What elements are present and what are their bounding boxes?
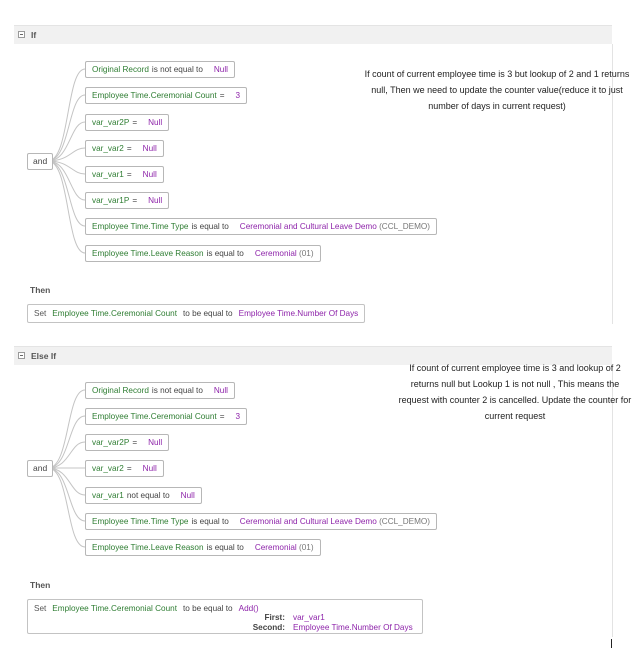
condition-operator: = — [132, 196, 138, 205]
condition-operator: = — [126, 464, 132, 473]
condition-field: Employee Time.Leave Reason — [92, 249, 204, 258]
condition-code: (01) — [299, 249, 314, 258]
condition-operator: = — [219, 412, 225, 421]
condition-field: Employee Time.Ceremonial Count — [92, 91, 217, 100]
elseif-condition-7[interactable] — [85, 539, 321, 556]
condition-operator: is equal to — [191, 517, 229, 526]
if-condition-8[interactable] — [85, 245, 321, 262]
if-section-title: If — [31, 30, 37, 40]
condition-field: Employee Time.Leave Reason — [92, 543, 204, 552]
elseif-condition-6[interactable] — [85, 513, 437, 530]
if-condition-4[interactable] — [85, 140, 164, 157]
condition-field: var_var2P — [92, 118, 130, 127]
condition-value: Ceremonial — [254, 249, 297, 258]
condition-operator: not equal to — [126, 491, 170, 500]
condition-field: var_var2P — [92, 438, 130, 447]
if-annotation-note: If count of current employee time is 3 but lookup of 2 and 1 returns null, Then we need to update the counter value(reduce it to just number of days in current request) — [364, 69, 630, 111]
condition-field: var_var1 — [92, 491, 124, 500]
condition-field: var_var1P — [92, 196, 130, 205]
elseif-condition-3[interactable] — [85, 434, 169, 451]
action-value: Employee Time.Number Of Days — [238, 309, 359, 318]
condition-value: Ceremonial and Cultural Leave Demo — [239, 222, 377, 231]
action-keyword: Set — [34, 604, 47, 613]
action-operator: to be equal to — [182, 309, 233, 318]
if-condition-7[interactable] — [85, 218, 437, 235]
if-then-action[interactable] — [27, 304, 365, 323]
condition-field: var_var1 — [92, 170, 124, 179]
condition-operator: = — [126, 144, 132, 153]
condition-field: Original Record — [92, 386, 149, 395]
action-function: Add() — [238, 604, 259, 613]
elseif-section-title: Else If — [31, 351, 57, 361]
if-then-label: Then — [30, 285, 51, 295]
condition-value: Ceremonial and Cultural Leave Demo — [239, 517, 377, 526]
condition-code: (01) — [299, 543, 314, 552]
condition-value: Null — [142, 170, 157, 179]
action-field: Employee Time.Ceremonial Count — [52, 604, 177, 613]
first-arg-value: var_var1 — [293, 613, 325, 622]
condition-value: Null — [142, 144, 157, 153]
if-condition-2[interactable] — [85, 87, 247, 104]
condition-value: Null — [148, 196, 163, 205]
condition-operator: is not equal to — [151, 65, 203, 74]
elseif-condition-1[interactable] — [85, 382, 235, 399]
second-arg-value: Employee Time.Number Of Days — [293, 623, 413, 632]
condition-value: Null — [180, 491, 195, 500]
if-condition-6[interactable] — [85, 192, 169, 209]
condition-code: (CCL_DEMO) — [379, 517, 431, 526]
condition-operator: is equal to — [206, 543, 244, 552]
action-keyword: Set — [34, 309, 47, 318]
if-logic-operator[interactable]: and — [27, 153, 53, 170]
condition-field: Employee Time.Ceremonial Count — [92, 412, 217, 421]
action-field: Employee Time.Ceremonial Count — [52, 309, 177, 318]
condition-field: Employee Time.Time Type — [92, 517, 189, 526]
condition-operator: is not equal to — [151, 386, 203, 395]
condition-code: (CCL_DEMO) — [379, 222, 431, 231]
condition-value: Null — [213, 386, 228, 395]
condition-value: Null — [148, 118, 163, 127]
if-condition-5[interactable] — [85, 166, 164, 183]
condition-value: 3 — [235, 412, 241, 421]
condition-operator: = — [132, 438, 138, 447]
condition-operator: = — [126, 170, 132, 179]
condition-operator: is equal to — [191, 222, 229, 231]
condition-operator: is equal to — [206, 249, 244, 258]
condition-operator: = — [219, 91, 225, 100]
collapse-toggle-icon[interactable] — [18, 352, 25, 359]
condition-field: Original Record — [92, 65, 149, 74]
condition-field: Employee Time.Time Type — [92, 222, 189, 231]
condition-field: var_var2 — [92, 144, 124, 153]
elseif-annotation-note: If count of current employee time is 3 and lookup of 2 returns null but Lookup 1 is not null , This means the request with counter 2 is cancelled. Update the counter for current request — [398, 363, 632, 421]
elseif-condition-2[interactable] — [85, 408, 247, 425]
first-arg-label: First: — [264, 613, 285, 622]
condition-field: var_var2 — [92, 464, 124, 473]
elseif-logic-operator[interactable]: and — [27, 460, 53, 477]
condition-value: Ceremonial — [254, 543, 297, 552]
condition-operator: = — [132, 118, 138, 127]
condition-value: Null — [142, 464, 157, 473]
elseif-condition-5[interactable] — [85, 487, 202, 504]
condition-value: Null — [148, 438, 163, 447]
text-cursor — [611, 639, 612, 648]
elseif-then-label: Then — [30, 580, 51, 590]
condition-value: Null — [213, 65, 228, 74]
if-condition-1[interactable] — [85, 61, 235, 78]
elseif-condition-4[interactable] — [85, 460, 164, 477]
second-arg-label: Second: — [252, 623, 285, 632]
if-condition-3[interactable] — [85, 114, 169, 131]
action-operator: to be equal to — [182, 604, 233, 613]
condition-value: 3 — [235, 91, 241, 100]
